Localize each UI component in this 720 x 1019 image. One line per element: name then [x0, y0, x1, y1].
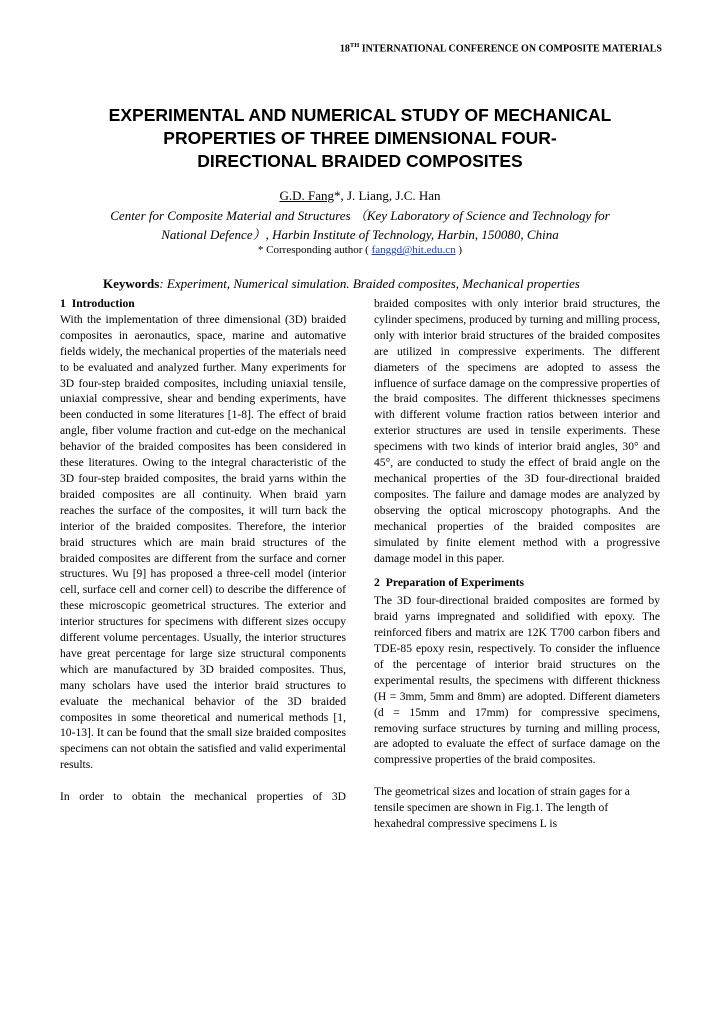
section-title: Introduction — [71, 297, 135, 310]
section-number: 2 — [374, 576, 380, 590]
corresponding-prefix: * Corresponding author ( — [257, 244, 372, 256]
corresponding-suffix: ) — [455, 244, 463, 256]
keywords-line — [103, 276, 580, 292]
affiliation-line-1: Center for Composite Material and Structures （Key Laboratory of Science and Technology for — [110, 208, 610, 223]
intro-paragraph-1: With the implementation of three dimensional (3D) braided composites in aeronautics, space, marine and automative fields widely, the mechanical properties of the materials need to be evaluated and analyzed further. Many experiments for 3D four-step braided composites, including uniaxial tensile, uniaxial compressive, shear and bending experiments, have been conducted in some literatures [1-8]. The effect of braid angle, fiber volume fraction and cut-edge on the mechanical behavior of the braided composites has been considered in these literatures. Owing to the integral characteristic of the 3D four-step braided composites, the braid yarns within the braided composites are all continuity. When braid yarn reaches the surface of the composites, it will turn back the interior of the braided composites. Therefore, the interior braid structures which are main braid structures of the braided composites are different from the surface and corner structures. Wu [9] has proposed a three-cell model (interior cell, surface cell and corner cell) to describe the difference of these microscopic geometrical structures. The exterior and interior structures for specimens with different sizes occupy different volume percentages. Usually, the interior structures have great percentage for large size structural components which are manufactured by 3D braided composites. Thus, many scholars have used the interior braid structures to evaluate the mechanical behavior of the 3D braided composites in some theoretical and numerical methods [1, 10-13]. It can be found that the small size braided composites specimens can not obtain the satisfied and valid experimental results. — [60, 312, 346, 772]
corresponding-email-link[interactable]: fanggd@hit.edu.cn — [371, 244, 456, 256]
section-heading-preparation — [374, 575, 660, 591]
corresponding-author — [0, 244, 720, 256]
section-number: 1 — [60, 297, 66, 310]
preparation-paragraph-2: The geometrical sizes and location of strain gages for a tensile specimen are shown in Fig.1. The length of hexahedral compressive specimens L is — [374, 785, 630, 831]
first-author-link[interactable]: G.D. Fang — [279, 188, 334, 203]
author-list — [0, 188, 720, 204]
title-line-1: EXPERIMENTAL AND NUMERICAL STUDY OF MECHANICAL — [108, 105, 612, 125]
intro-paragraph-2-continued: braided composites with only interior braid structures, the cylinder specimens, produced by turning and milling process, only with interior braid structures of the braided composites are utilized in compressive experiments. The different diameters of the specimens are adopted to assess the influence of surface damage on the compressive properties of the braid composites. The different thicknesses specimens with different volume fraction ratios between interior and exterior structures are used in tensile experiments. These specimens with two kinds of interior braid angles, 30° and 45°, are conducted to study the effect of braid angle on the mechanical properties of the 3D four-directional braided composites. The failure and damage modes are analyzed by observing the optical microscopy photographs. And the mechanical properties of the braided composites are simulated by finite element method with a progressive damage model in this paper. — [374, 297, 660, 565]
paper-title — [60, 104, 660, 173]
running-header — [0, 42, 662, 54]
preparation-paragraph-1: The 3D four-directional braided composites are formed by braid yarns impregnated and solidified with epoxy. The reinforced fibers and matrix are 12K T700 carbon fibers and TDE-85 epoxy resin, respectively. To consider the influence of the percentage of interior braid structures on the experimental results, the specimens with different thickness (H = 3mm, 5mm and 8mm) are adopted. Different diameters (d = 15mm and 17mm) for compressive specimens, removing surface structures by turning and milling process, are adopted to evaluate the effect of surface damage on the compressive properties of the braid composites. — [374, 594, 660, 767]
header-ordinal: 18 — [339, 43, 350, 55]
keywords-text: : Experiment, Numerical simulation. Braided composites, Mechanical properties — [159, 276, 580, 291]
affiliation — [60, 206, 660, 244]
left-column — [60, 296, 346, 805]
right-column-flow — [374, 296, 660, 571]
title-line-3: DIRECTIONAL BRAIDED COMPOSITES — [197, 151, 523, 171]
title-line-2: PROPERTIES OF THREE DIMENSIONAL FOUR- — [163, 128, 557, 148]
right-column — [374, 296, 660, 832]
section-heading-introduction — [60, 296, 346, 312]
keywords-label: Keywords — [103, 276, 160, 291]
header-superscript: TH — [349, 42, 360, 49]
header-conference-name: INTERNATIONAL CONFERENCE ON COMPOSITE MATERIALS — [359, 43, 662, 55]
section-title: Preparation of Experiments — [385, 576, 525, 590]
affiliation-line-2: National Defence）, Harbin Institute of Technology, Harbin, 150080, China — [161, 227, 559, 242]
intro-paragraph-2: In order to obtain the mechanical properties of 3D — [60, 790, 346, 804]
other-authors: *, J. Liang, J.C. Han — [334, 188, 441, 203]
